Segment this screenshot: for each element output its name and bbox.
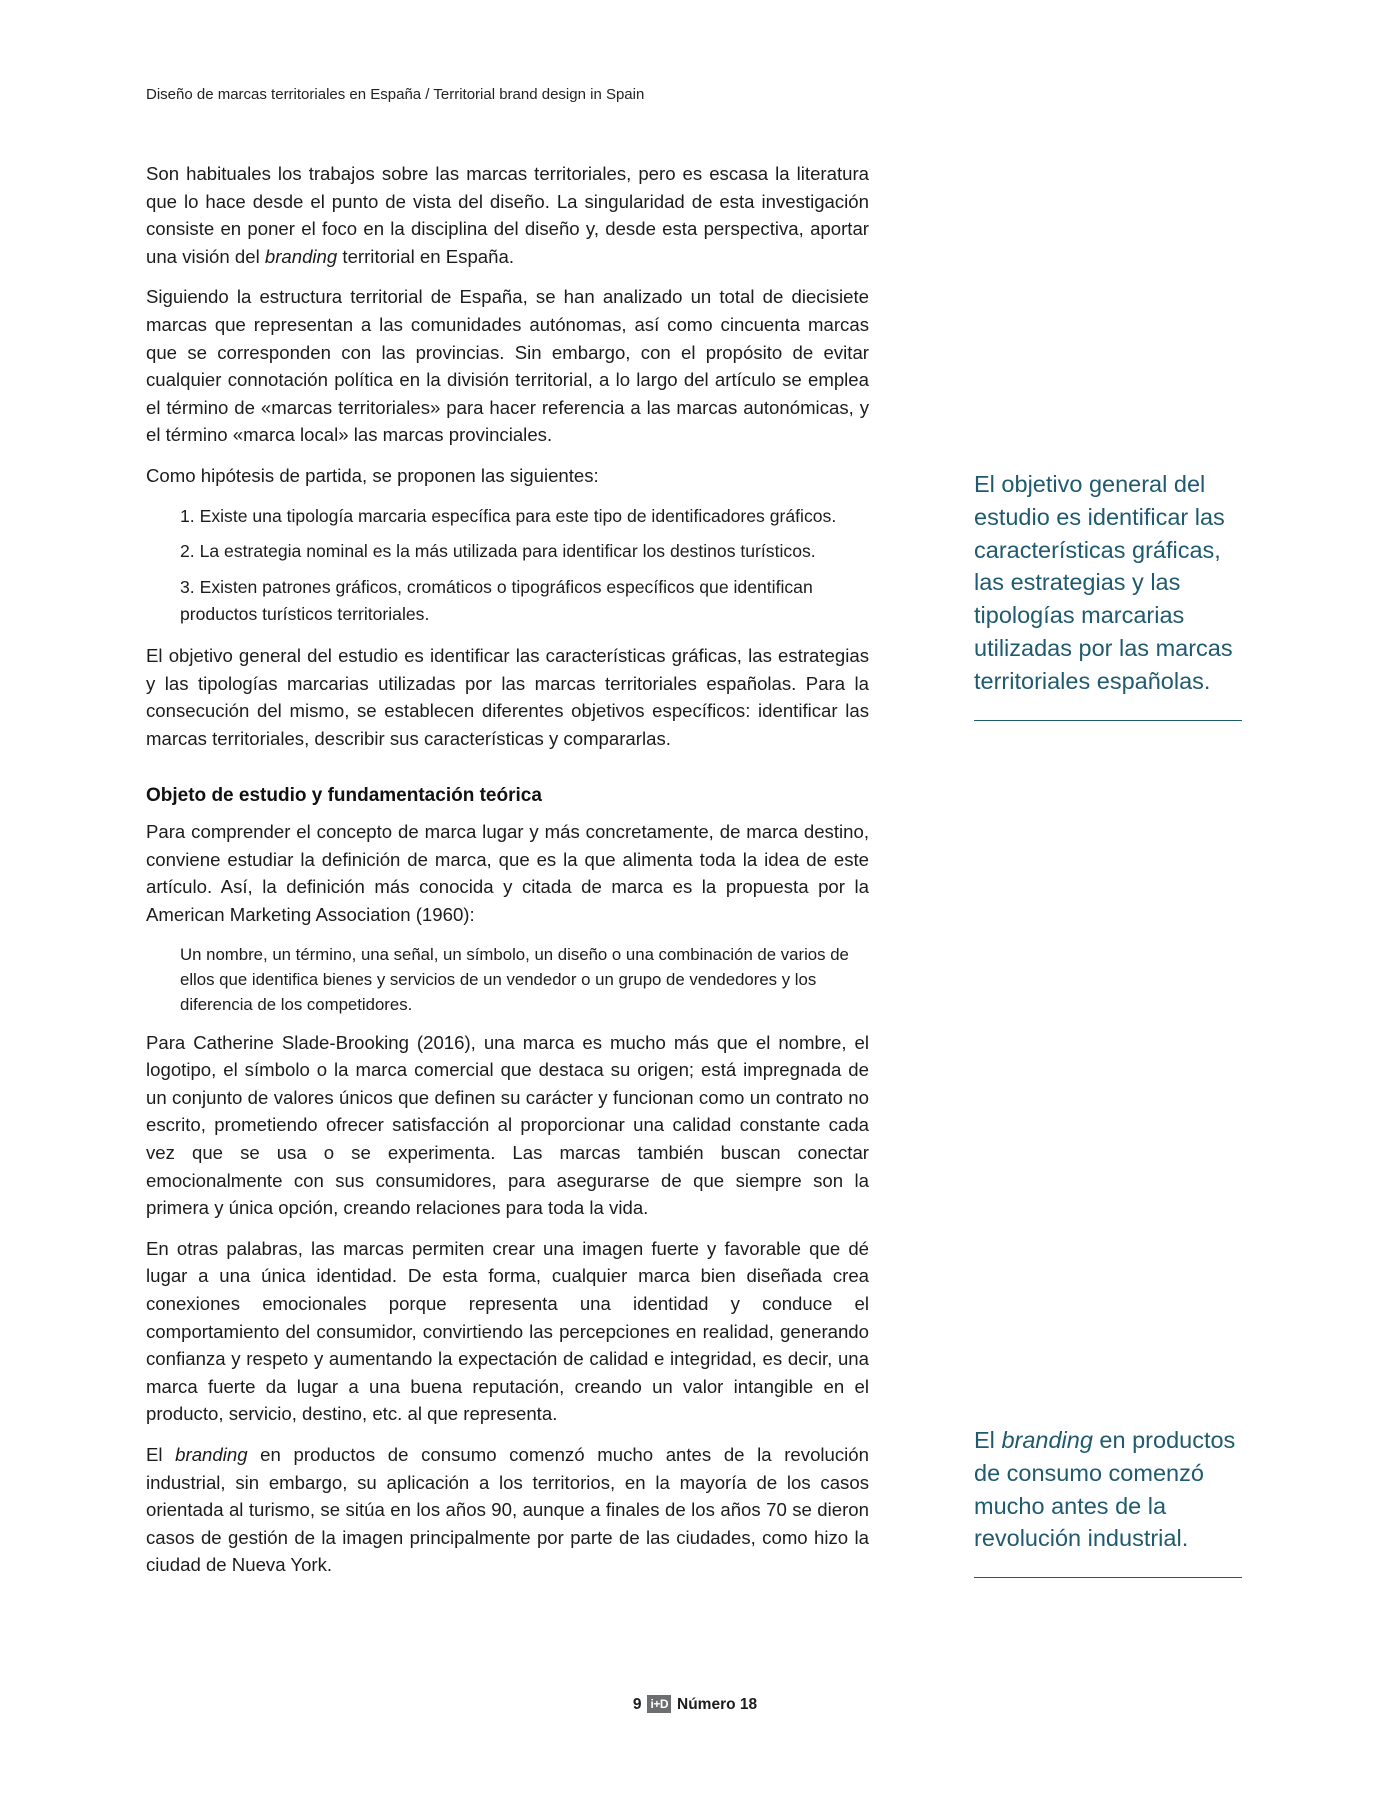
paragraph: En otras palabras, las marcas permiten crear una imagen fuerte y favorable que dé lugar a una única identidad. De esta forma, cualquier marca bien diseñada crea conexiones emocionales porque representa una identidad y conduce el comportamiento del consumidor, convirtiendo las percepciones en realidad, generando confianza y respeto y aumentando la expectación de calidad e integridad, es decir, una marca fuerte da lugar a una buena reputación, creando un valor intangible en el producto, servicio, destino, etc. al que representa.: [146, 1237, 869, 1425]
page-number: 9: [632, 1696, 642, 1713]
list-text: Existen patrones gráficos, cromáticos o tipográficos específicos que identifican productos turísticos territoriales.: [180, 576, 813, 625]
emphasis: branding: [264, 245, 338, 267]
list-number: 2.: [180, 541, 195, 562]
block-quote: Un nombre, un término, una señal, un símbolo, un diseño o una combinación de varios de ellos que identifica bienes y servicios de un vendedor o un grupo de vendedores y los diferencia de los competidores.: [180, 944, 849, 1014]
list-number: 1.: [180, 505, 195, 526]
text-span: territorial en España.: [337, 245, 514, 267]
list-item: [180, 538, 869, 566]
paragraph: Siguiendo la estructura territorial de España, se han analizado un total de diecisiete marcas que representan a las comunidades autónomas, así como cincuenta marcas que se corresponden con las provincias. Sin embargo, con el propósito de evitar cualquier connotación política en la división territorial, a lo largo del artículo se emplea el término de «marcas territoriales» para hacer referencia a las marcas autonómicas, y el término «marca local» las marcas provinciales.: [146, 286, 869, 446]
list-item: [180, 503, 869, 531]
issue-label: Número 18: [677, 1696, 758, 1713]
paragraph: [146, 160, 869, 270]
list-text: Existe una tipología marcaria específica para este tipo de identificadores gráficos.: [199, 505, 837, 526]
text-span: El: [974, 1427, 1002, 1453]
hypotheses-list: [146, 503, 869, 629]
list-text: La estrategia nominal es la más utilizada para identificar los destinos turísticos.: [199, 541, 816, 562]
paragraph: Para comprender el concepto de marca lugar y más concretamente, de marca destino, conviene estudiar la definición de marca, que es la que alimenta toda la idea de este artículo. Así, la definición más conocida y citada de marca es la propuesta por la American Marketing Association (1960):: [146, 821, 869, 926]
paragraph: [146, 1441, 869, 1579]
text-span: en productos de consumo comenzó mucho antes de la revolución industrial.: [974, 1427, 1236, 1552]
list-item: [180, 574, 869, 629]
running-header: Diseño de marcas territoriales en España / Territorial brand design in Spain: [146, 86, 645, 103]
page-footer: [0, 1695, 1390, 1714]
pull-quote: [974, 1424, 1242, 1578]
text-span: El: [146, 1443, 176, 1465]
text-span: en productos de consumo comenzó mucho antes de la revolución industrial, sin embargo, su aplicación a los territorios, en la mayoría de los casos orientada al turismo, se sitúa en los años 90, aunque a finales de los años 70 se dieron casos de gestión de la imagen principalmente por parte de las ciudades, como hizo la ciudad de Nueva York.: [146, 1443, 869, 1576]
text-span: Son habituales los trabajos sobre las marcas territoriales, pero es escasa la literatura que lo hace desde el punto de vista del diseño. La singularidad de esta investigación consiste en poner el foco en la disciplina del diseño y, desde esta perspectiva, aportar una visión del: [146, 163, 869, 267]
paragraph: Como hipótesis de partida, se proponen las siguientes:: [146, 464, 599, 486]
article-body: [146, 160, 869, 1592]
paragraph: El objetivo general del estudio es identificar las características gráficas, las estrategias y las tipologías marcarias utilizadas por las marcas territoriales españolas. Para la consecución del mismo, se establecen diferentes objetivos específicos: identificar las marcas territoriales, describir sus características y compararlas.: [146, 644, 869, 749]
emphasis: branding: [1001, 1427, 1093, 1453]
list-number: 3.: [180, 576, 195, 597]
paragraph: Para Catherine Slade-Brooking (2016), una marca es mucho más que el nombre, el logotipo, el símbolo o la marca comercial que destaca su origen; está impregnada de un conjunto de valores únicos que definen su carácter y funcionan como un contrato no escrito, prometiendo ofrecer satisfacción al proporcionar una calidad constante cada vez que se usa o se experimenta. Las marcas también buscan conectar emocionalmente con sus consumidores, para asegurarse de que siempre son la primera y única opción, creando relaciones para toda la vida.: [146, 1031, 869, 1219]
section-heading: Objeto de estudio y fundamentación teórica: [146, 785, 542, 807]
journal-logo: i+D: [647, 1695, 671, 1713]
emphasis: branding: [175, 1443, 248, 1465]
pull-quote: El objetivo general del estudio es identificar las características gráficas, las estrategias y las tipologías marcarias utilizadas por las marcas territoriales españolas.: [974, 468, 1242, 721]
